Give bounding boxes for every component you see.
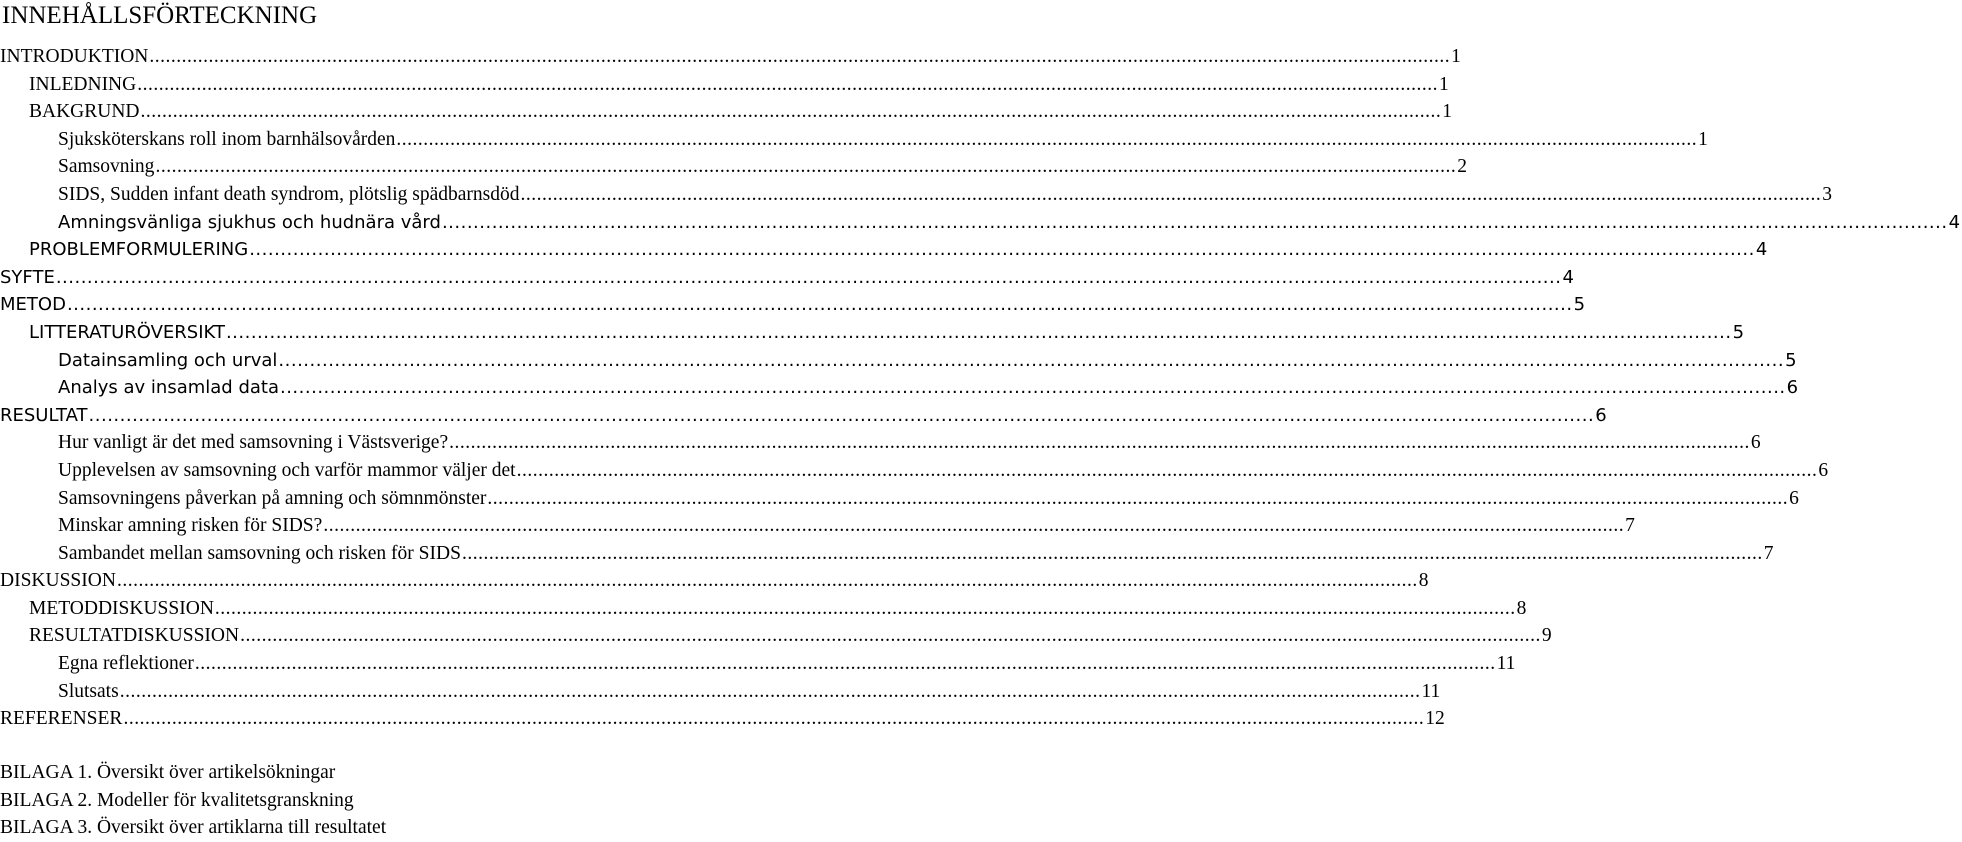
dot-leader: .................................................................................................................................................................................................................................................. (155, 156, 1457, 178)
toc-entry-title: Egna reflektioner (58, 653, 194, 675)
toc-entry[interactable] (0, 374, 1799, 402)
toc-entry-page: 6 (1818, 459, 1829, 481)
toc-entry-page: 6 (1595, 404, 1607, 426)
toc-entry[interactable] (0, 43, 1461, 71)
toc-entry[interactable] (0, 705, 1445, 733)
dot-leader: .................................................................................................................................................................................................................................................. (137, 73, 1438, 95)
toc-entry-title: Samsovningens påverkan på amning och sömnmönster (58, 487, 487, 509)
dot-leader: .................................................................................................................................................................................................................................................. (441, 211, 1948, 233)
toc-entry-page: 1 (1438, 73, 1449, 95)
toc-entry[interactable] (0, 650, 1516, 678)
toc-entry-title: METOD (0, 294, 66, 316)
dot-leader: .................................................................................................................................................................................................................................................. (66, 294, 1573, 316)
toc-entry-title: RESULTATDISKUSSION (29, 625, 240, 647)
toc-entry[interactable] (0, 622, 1552, 650)
toc-entry[interactable] (0, 402, 1607, 430)
toc-entry-title: Datainsamling och urval (58, 349, 278, 371)
toc-entry[interactable] (0, 319, 1745, 347)
toc-entry[interactable] (0, 429, 1761, 457)
dot-leader: .................................................................................................................................................................................................................................................. (123, 708, 1425, 730)
dot-leader: .................................................................................................................................................................................................................................................. (194, 653, 1496, 675)
toc-entry-title: Sambandet mellan samsovning och risken för SIDS (58, 542, 461, 564)
dot-leader: .................................................................................................................................................................................................................................................. (140, 101, 1442, 123)
toc-entry-title: Analys av insamlad data (58, 377, 279, 399)
page-title: INNEHÅLLSFÖRTECKNING (2, 2, 318, 29)
toc-entry[interactable] (0, 457, 1829, 485)
toc-entry-title: PROBLEMFORMULERING (29, 239, 249, 261)
dot-leader: .................................................................................................................................................................................................................................................. (214, 597, 1516, 619)
toc-entry-page: 6 (1750, 432, 1761, 454)
toc-entry-title: SYFTE (0, 266, 55, 288)
toc-entry[interactable] (0, 181, 1832, 209)
toc-entry[interactable] (0, 98, 1453, 126)
toc-entry[interactable] (0, 512, 1635, 540)
toc-entry-page: 1 (1698, 128, 1708, 150)
toc-entry[interactable] (0, 485, 1799, 513)
toc-entry-page: 1 (1442, 101, 1453, 123)
toc-entry-title: METODDISKUSSION (29, 597, 214, 619)
toc-entry[interactable] (0, 678, 1441, 706)
dot-leader: .................................................................................................................................................................................................................................................. (279, 377, 1786, 399)
toc-entry-page: 11 (1496, 653, 1516, 675)
toc-entry-title: Amningsvänliga sjukhus och hudnära vård (58, 211, 441, 233)
toc-entry-title: INTRODUKTION (0, 46, 149, 67)
toc-entry-title: REFERENSER (0, 708, 123, 730)
toc-entry-page: 4 (1948, 211, 1961, 233)
toc-entry-page: 7 (1763, 542, 1774, 564)
dot-leader: .................................................................................................................................................................................................................................................. (55, 266, 1562, 288)
dot-leader: .................................................................................................................................................................................................................................................. (487, 487, 1789, 509)
toc-entry-page: 4 (1562, 266, 1574, 288)
toc-entry-title: LITTERATURÖVERSIKT (29, 321, 225, 343)
toc-entry-page: 1 (1451, 46, 1461, 67)
toc-entry-title: Upplevelsen av samsovning och varför mammor väljer det (58, 459, 516, 481)
toc-entry[interactable] (0, 71, 1449, 99)
toc-entry-page: 5 (1732, 321, 1745, 343)
table-of-contents (0, 43, 1961, 733)
toc-entry-page: 11 (1421, 680, 1441, 702)
dot-leader: .................................................................................................................................................................................................................................................. (149, 46, 1451, 67)
appendix-list (0, 759, 960, 842)
appendix-item: BILAGA 2. Modeller för kvalitetsgranskning (0, 789, 354, 811)
toc-entry[interactable] (0, 264, 1574, 292)
toc-entry-title: BAKGRUND (29, 101, 140, 123)
toc-entry[interactable] (0, 153, 1467, 181)
toc-entry[interactable] (0, 540, 1774, 568)
dot-leader: .................................................................................................................................................................................................................................................. (520, 183, 1822, 205)
toc-entry[interactable] (0, 236, 1768, 264)
toc-entry-page: 5 (1573, 294, 1586, 316)
toc-entry-page: 12 (1425, 708, 1445, 730)
dot-leader: .................................................................................................................................................................................................................................................. (116, 570, 1418, 592)
dot-leader: .................................................................................................................................................................................................................................................. (396, 128, 1698, 150)
toc-entry-title: Samsovning (58, 156, 155, 178)
toc-entry[interactable] (0, 595, 1527, 623)
toc-entry-title: INLEDNING (29, 73, 137, 95)
toc-entry-page: 8 (1516, 597, 1527, 619)
dot-leader: .................................................................................................................................................................................................................................................. (240, 625, 1541, 647)
toc-entry-page: 2 (1457, 156, 1467, 178)
toc-entry[interactable] (0, 291, 1586, 319)
toc-entry-title: Slutsats (58, 680, 119, 702)
toc-entry-page: 3 (1822, 183, 1832, 205)
toc-entry[interactable] (0, 347, 1797, 375)
appendix-item: BILAGA 1. Översikt över artikelsökningar (0, 762, 336, 783)
toc-entry-page: 7 (1625, 515, 1635, 537)
toc-entry[interactable] (0, 209, 1961, 237)
dot-leader: .................................................................................................................................................................................................................................................. (225, 321, 1732, 343)
appendix-item: BILAGA 3. Översikt över artiklarna till resultatet (0, 817, 387, 839)
dot-leader: .................................................................................................................................................................................................................................................. (461, 542, 1763, 564)
toc-entry-page: 6 (1786, 377, 1799, 399)
toc-entry-title: Hur vanligt är det med samsovning i Västsverige? (58, 432, 449, 454)
dot-leader: .................................................................................................................................................................................................................................................. (516, 459, 1818, 481)
dot-leader: .................................................................................................................................................................................................................................................. (449, 432, 1750, 454)
toc-entry-title: Sjuksköterskans roll inom barnhälsovården (58, 128, 396, 150)
toc-entry-page: 6 (1789, 487, 1799, 509)
toc-entry-title: Minskar amning risken för SIDS? (58, 515, 323, 537)
toc-entry[interactable] (0, 567, 1429, 595)
toc-entry-page: 9 (1541, 625, 1552, 647)
dot-leader: .................................................................................................................................................................................................................................................. (119, 680, 1421, 702)
dot-leader: .................................................................................................................................................................................................................................................. (88, 404, 1595, 426)
toc-entry-page: 8 (1418, 570, 1429, 592)
toc-entry-page: 4 (1755, 239, 1768, 261)
toc-entry-title: SIDS, Sudden infant death syndrom, plötslig spädbarnsdöd (58, 183, 520, 205)
dot-leader: .................................................................................................................................................................................................................................................. (323, 515, 1625, 537)
dot-leader: .................................................................................................................................................................................................................................................. (278, 349, 1785, 371)
toc-entry[interactable] (0, 126, 1708, 154)
toc-entry-title: RESULTAT (0, 404, 88, 426)
toc-entry-page: 5 (1785, 349, 1797, 371)
toc-entry-title: DISKUSSION (0, 570, 116, 592)
dot-leader: .................................................................................................................................................................................................................................................. (249, 239, 1755, 261)
